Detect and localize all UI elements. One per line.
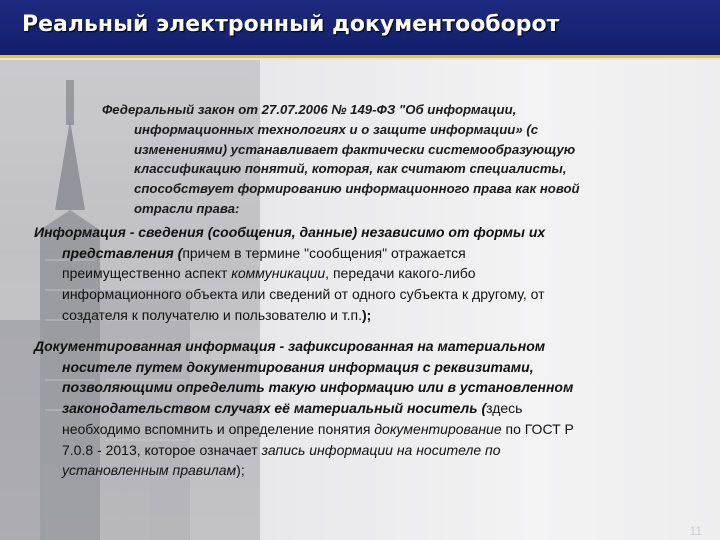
definition-line: представления (причем в термине "сообщения" отражается (62, 244, 466, 261)
slide-title: Реальный электронный документооборот (22, 12, 560, 37)
definition-documented-information (34, 336, 694, 481)
definition-line: Документированная информация - зафиксированная на материальном (34, 338, 546, 354)
definition-line: создателя к получателю и пользователю и т.п.); (62, 306, 372, 323)
definition-line: информационного объекта или сведений от одного субъекта к другому, от (62, 286, 545, 303)
intro-line: изменениями) устанавливает фактически системообразующую (134, 141, 576, 157)
definition-line: носителе путем документирования информация с реквизитами, (62, 358, 534, 375)
page-number: 11 (689, 524, 702, 538)
intro-paragraph (102, 100, 622, 219)
definition-line: 7.0.8 - 2013, которое означает запись информации на носителе по (62, 441, 501, 458)
intro-line: способствует формированию информационного права как новой (134, 181, 580, 197)
definition-line: установленным правилам); (62, 462, 245, 479)
definition-line: преимущественно аспект коммуникации, передачи какого-либо (62, 265, 476, 282)
definition-line: позволяющими определить такую информацию или в установленном (62, 379, 574, 396)
definition-line: Информация - сведения (сообщения, данные) независимо от формы их (34, 224, 546, 240)
title-bar (0, 0, 720, 58)
intro-line: Федеральный закон от 27.07.2006 № 149-ФЗ "Об информации, (102, 102, 517, 117)
definition-line: законодательством случаях её материальный носитель (здесь (62, 400, 523, 417)
intro-line: классификацию понятий, которая, как считают специалисты, (134, 161, 567, 177)
definition-information (34, 222, 694, 326)
definition-line: необходимо вспомнить и определение понятия документирование по ГОСТ Р (62, 420, 574, 437)
intro-line: информационных технологиях и о защите информации» (с (134, 121, 539, 137)
intro-line: отрасли права: (134, 200, 240, 216)
